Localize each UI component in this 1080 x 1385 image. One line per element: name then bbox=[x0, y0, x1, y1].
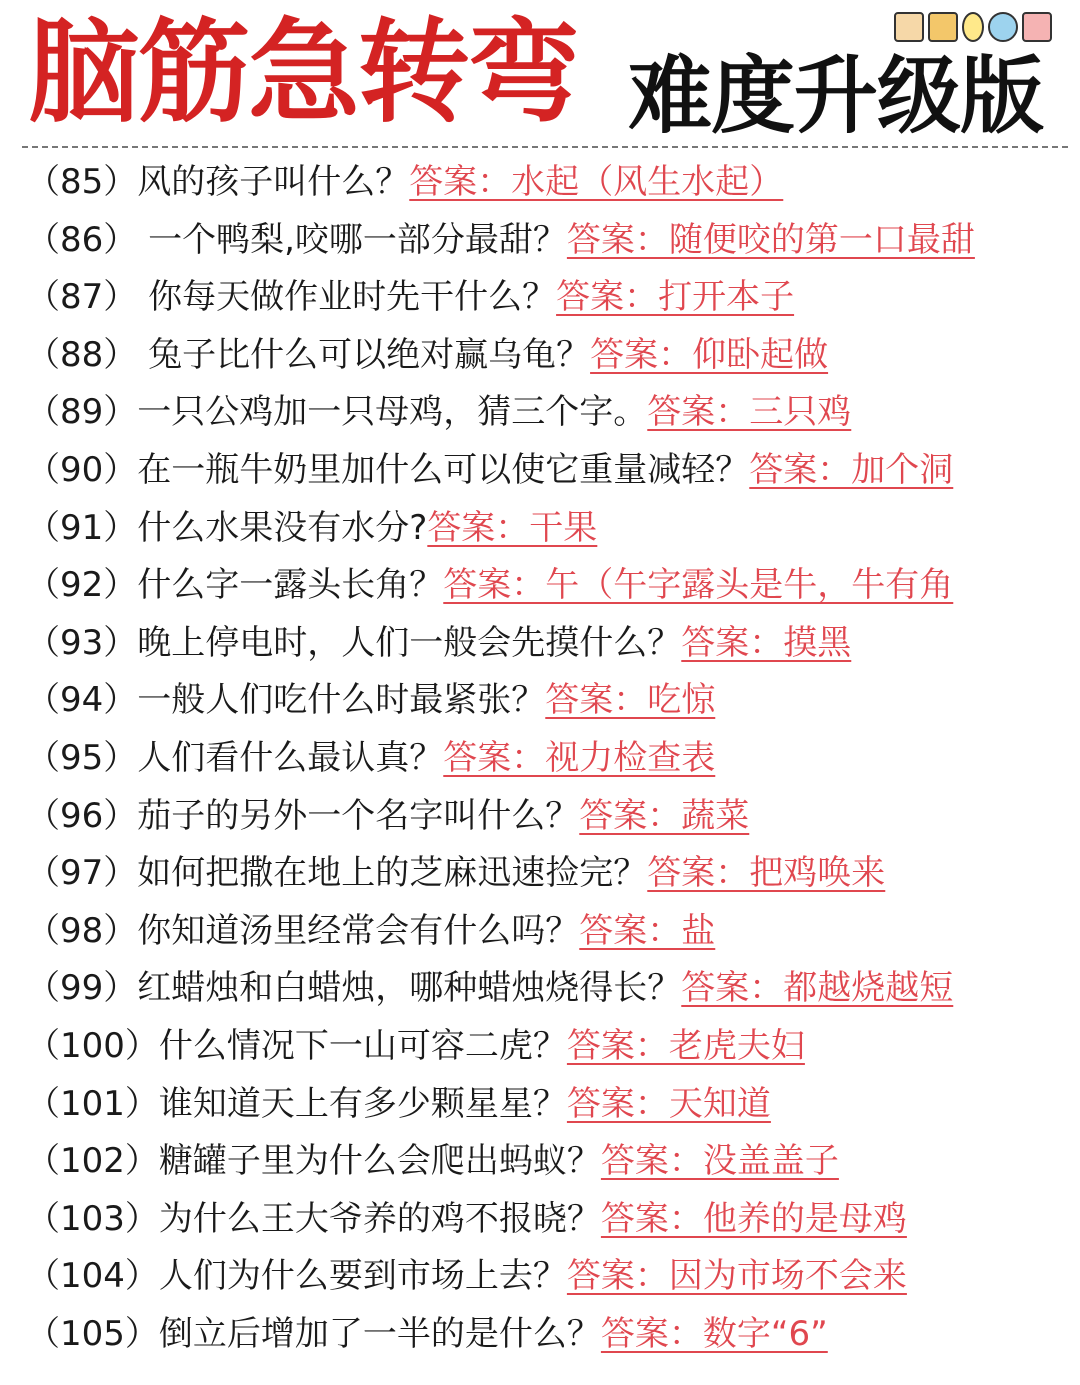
riddle-answer: 答案：他养的是母鸡 bbox=[600, 1198, 907, 1239]
riddle-question: 人们看什么最认真？ bbox=[137, 737, 444, 778]
riddle-answer: 答案：数字“6” bbox=[600, 1313, 828, 1354]
riddle-question: 什么情况下一山可容二虎？ bbox=[158, 1025, 567, 1066]
riddle-number: （93） bbox=[26, 622, 138, 663]
riddle-question: 在一瓶牛奶里加什么可以使它重量减轻？ bbox=[137, 449, 750, 490]
riddle-question: 风的孩子叫什么？ bbox=[137, 162, 410, 202]
riddle-question: 一个鸭梨,咬哪一部分最甜？ bbox=[137, 219, 567, 260]
riddle-number: （95） bbox=[26, 737, 138, 778]
riddle-number: （102） bbox=[26, 1141, 159, 1182]
riddle-number: （88） bbox=[26, 334, 138, 375]
riddle-number: （104） bbox=[26, 1256, 159, 1297]
riddle-item bbox=[26, 1248, 1066, 1306]
page-title: 脑筋急转弯 bbox=[28, 8, 578, 138]
riddle-answer: 答案：摸黑 bbox=[681, 622, 852, 663]
header-divider bbox=[22, 146, 1068, 148]
riddle-number: （85） bbox=[26, 162, 138, 202]
riddle-item bbox=[26, 442, 1066, 500]
riddle-item bbox=[26, 384, 1066, 442]
riddle-number: （96） bbox=[26, 795, 138, 836]
riddle-answer: 答案：因为市场不会来 bbox=[566, 1256, 907, 1297]
riddle-item bbox=[26, 1133, 1066, 1191]
page-subtitle: 难度升级版 bbox=[628, 47, 1044, 145]
riddle-number: （97） bbox=[26, 853, 138, 894]
riddle-question: 红蜡烛和白蜡烛，哪种蜡烛烧得长？ bbox=[137, 968, 682, 1009]
riddle-item bbox=[26, 903, 1066, 961]
page-header bbox=[0, 0, 1080, 150]
riddle-answer: 答案：盐 bbox=[579, 910, 716, 951]
riddle-question: 什么字一露头长角？ bbox=[137, 565, 444, 606]
riddle-answer: 答案：加个洞 bbox=[749, 449, 954, 490]
riddle-number: （94） bbox=[26, 680, 138, 721]
riddle-number: （86） bbox=[26, 219, 138, 260]
riddle-item bbox=[26, 154, 1066, 212]
riddle-answer: 答案：把鸡唤来 bbox=[647, 853, 886, 894]
riddle-number: （105） bbox=[26, 1313, 159, 1354]
riddle-number: （103） bbox=[26, 1198, 159, 1239]
riddle-question: 一只公鸡加一只母鸡，猜三个字。 bbox=[137, 392, 648, 433]
riddle-question: 你每天做作业时先干什么？ bbox=[137, 277, 557, 318]
riddle-item bbox=[26, 672, 1066, 730]
riddle-item bbox=[26, 960, 1066, 1018]
riddle-answer: 答案：水起（风生水起） bbox=[409, 162, 784, 202]
decorative-sticker-row bbox=[894, 12, 1052, 46]
riddle-number: （90） bbox=[26, 449, 138, 490]
riddle-item bbox=[26, 1076, 1066, 1134]
book-icon bbox=[928, 12, 958, 42]
riddle-item bbox=[26, 327, 1066, 385]
riddle-question: 茄子的另外一个名字叫什么？ bbox=[137, 795, 580, 836]
riddle-number: （101） bbox=[26, 1083, 159, 1124]
riddle-item bbox=[26, 1191, 1066, 1249]
riddle-question: 如何把撒在地上的芝麻迅速捡完？ bbox=[137, 853, 648, 894]
riddle-number: （92） bbox=[26, 565, 138, 606]
riddle-item bbox=[26, 1306, 1066, 1364]
riddle-number: （100） bbox=[26, 1025, 159, 1066]
riddle-number: （91） bbox=[26, 507, 138, 548]
riddle-item bbox=[26, 212, 1066, 270]
riddle-item bbox=[26, 500, 1066, 558]
girl-face-icon bbox=[1022, 12, 1052, 42]
riddle-question: 一般人们吃什么时最紧张？ bbox=[137, 680, 546, 721]
riddle-item bbox=[26, 1018, 1066, 1076]
riddle-question: 兔子比什么可以绝对赢乌龟？ bbox=[137, 334, 591, 375]
riddle-answer: 答案：干果 bbox=[427, 507, 598, 548]
riddle-answer: 答案：天知道 bbox=[566, 1083, 771, 1124]
riddle-answer: 答案：没盖盖子 bbox=[600, 1141, 839, 1182]
riddle-number: （99） bbox=[26, 968, 138, 1009]
riddle-item bbox=[26, 788, 1066, 846]
clown-face-icon bbox=[894, 12, 924, 42]
riddle-question: 晚上停电时，人们一般会先摸什么？ bbox=[137, 622, 682, 663]
riddle-item bbox=[26, 730, 1066, 788]
riddle-answer: 答案：吃惊 bbox=[545, 680, 716, 721]
riddle-item bbox=[26, 269, 1066, 327]
riddle-answer: 答案：老虎夫妇 bbox=[566, 1025, 805, 1066]
riddle-answer: 答案：都越烧越短 bbox=[681, 968, 954, 1009]
riddle-answer: 答案：仰卧起做 bbox=[590, 334, 829, 375]
globe-icon bbox=[988, 12, 1018, 42]
riddle-answer: 答案：午（午字露头是牛，牛有角 bbox=[443, 565, 954, 606]
riddle-question: 为什么王大爷养的鸡不报晓？ bbox=[158, 1198, 601, 1239]
riddle-number: （87） bbox=[26, 277, 138, 318]
riddle-answer: 答案：随便咬的第一口最甜 bbox=[566, 219, 975, 260]
riddle-answer: 答案：视力检查表 bbox=[443, 737, 716, 778]
riddle-question: 倒立后增加了一半的是什么？ bbox=[158, 1313, 601, 1354]
lightbulb-icon bbox=[962, 12, 984, 42]
riddle-question: 你知道汤里经常会有什么吗？ bbox=[137, 910, 580, 951]
riddle-answer: 答案：打开本子 bbox=[556, 277, 795, 318]
riddle-question: 糖罐子里为什么会爬出蚂蚁？ bbox=[158, 1141, 601, 1182]
riddle-number: （89） bbox=[26, 392, 138, 433]
riddle-item bbox=[26, 845, 1066, 903]
riddle-answer: 答案：蔬菜 bbox=[579, 795, 750, 836]
riddle-question: 人们为什么要到市场上去？ bbox=[158, 1256, 567, 1297]
riddle-question: 谁知道天上有多少颗星星？ bbox=[158, 1083, 567, 1124]
riddle-item bbox=[26, 557, 1066, 615]
riddle-question: 什么水果没有水分? bbox=[137, 507, 428, 548]
riddle-item bbox=[26, 615, 1066, 673]
riddle-number: （98） bbox=[26, 910, 138, 951]
riddle-answer: 答案：三只鸡 bbox=[647, 392, 852, 433]
riddle-list bbox=[26, 154, 1066, 1363]
